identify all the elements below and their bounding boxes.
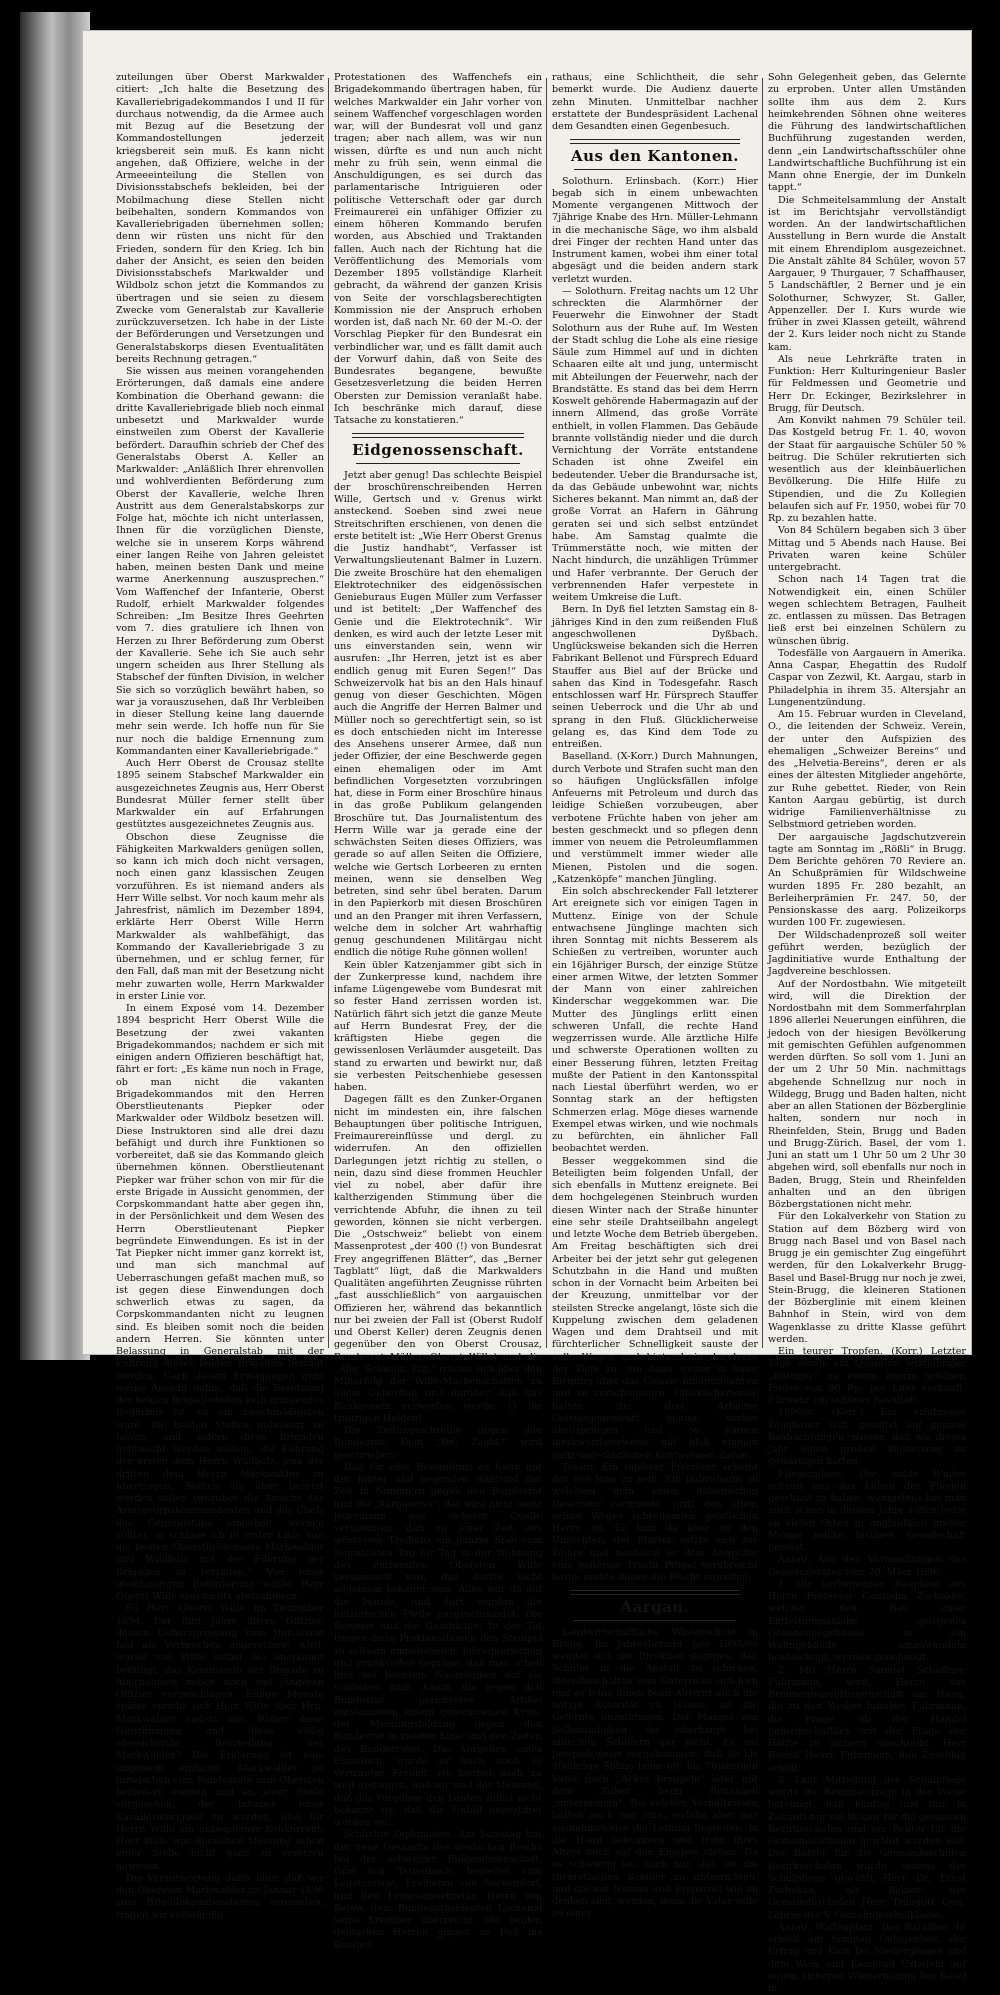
paragraph: Fliegenplage. Der milde Winter scheint uns das Leben der Fliegen geschont zu haben; wenigstens hat man auch schon in diesem Jahre selten jeder an vielen Orten in unglaublich großer Menge solche lästigen Gesellschaft gezeigt. bbox=[768, 1468, 966, 1553]
section-heading-aargau: Aargau. bbox=[620, 1598, 690, 1617]
paragraph: rathaus, eine Schlichtheit, die sehr bemerkt wurde. Die Audienz dauerte zehn Minuten. Unmittelbar nachher erstattete der Bundespräsident Lachenal dem Gesandten einen Gegenbesuch. bbox=[552, 72, 758, 132]
paragraph: Solothurn. Erlinsbach. (Korr.) Hier begab sich in einem unbewachten Momente vergangenen Mittwoch der 7jährige Knabe des Hrn. Müller-Lehmann in die mechanische Säge, wo ihm alsbald drei Finger der rechten Hand unter das Instrument kamen, wobei ihm einer total abgesägt und die beiden andern stark verletzt wurden. bbox=[552, 175, 758, 285]
paragraph: 2. Mit Herrn Samuel Schaffner, Fuhrmann, wird, Herrn das Brunnenwasserliegenschaft am Hang, die zu den Weiher hinüber, Fuhrmann, die Frage, ob der Handel gemeinschaftlich mit der Frage der Hälfte zu sichern abschreibt. Herr Rudolf Hauri, Fuhrmann, den Zuschlag erteilt. bbox=[768, 1664, 966, 1774]
paragraph: 1. Die vorliegenden Baupläne des Herrn Professor Conradin Zschokke, welcher den Bau einer Entfettungsanlage gelegenes Oekonomiegebäude in ein Wohngebäude umzuwandeln beabsichtigt, werden genehmigt. bbox=[768, 1578, 966, 1664]
paragraph: Tessin. Ein tapferer Pfarrherr scheint der von Jone zu sein. Ein Individuum, in welchem man einen italienischen Deserteur vermutete, griff den allein seines Weges schreitenden geistlichen Herrn an. Er kam da aber an den Unrechten; der Pfarrer setzte sich zur Wehre und nachdem er dem Angreifer eine gehörige Tracht Prügel verabreicht hatte, mußte dieser die Flucht ergreifen. bbox=[552, 1461, 758, 1583]
paragraph: Besser weggekommen sind die Beteiligten beim folgenden Unfall, der sich ebenfalls in Muttenz ereignete. Bei dem hochgelegenen Steinbruch wurden diesen Winter nach der Straße hinunter eine sehr steile Drahtseilbahn angelegt und letzte Woche dem Betrieb übergeben. Am Freitag beschäftigten sich drei Arbeiter bei der jetzt sehr gut gelegenen Schutzbahn in die Hand und mußten schon in der Vornacht beim Arbeiten bei der Kreuzung, unmittelbar vor der steilsten Strecke angelangt, löste sich die Kuppelung zwischen dem geladenen Wagen und dem Drahtseil und mit fürchterlicher Schnelligkeit sauste der volle Wagen und hintendrein der leere der Tiefe zu, um dann weiter in einer Biegung über das Geleise hinauszufahren und zu zerschmettern. Glücklicherweise hatten die drei Arbeiter Geistesgegenwart genug, vorher abzuspringen und so kamen merkwürdigerweise mit bloß einigen ganz ungefährlichen Kontusionen davon. bbox=[552, 1155, 758, 1461]
paragraph: Sie wissen aus meinen vorangehenden Erörterungen, daß damals eine andere Kombination die Oberhand gewann: die dritte Kavalleriebrigade blieb noch einmal unbesetzt und Markwalder wurde einstweilen zum Oberst der Kavallerie befördert. Daraufhin schrieb der Chef des Generalstabs Oberst A. Keller an Markwalder: „Anläßlich Ihrer ehrenvollen und wohlverdienten Beförderung zum Oberst der Kavallerie, welche Ihren Austritt aus dem Generalstabskorps zur Folge hat, möchte ich nicht unterlassen, Ihnen für die vorzüglichen Dienste, welche sie in unserem Korps während einer langen Reihe von Jahren geleistet haben, meinen besten Dank und meine warme Anerkennung auszusprechen.“ Vom Waffenchef der Infanterie, Oberst Rudolf, erhielt Markwalder folgendes Schreiben: „Im Besitze Ihres Geehrten vom 7. dies gratuliere ich Ihnen von Herzen zu Ihrer Beförderung zum Oberst der Kavallerie. Sehe ich Sie auch sehr ungern scheiden aus Ihrer Stellung als Stabschef der fünften Division, in welcher Sie sich so vorzüglich bewährt haben, so war ja vorauszusehen, daß Ihr Verbleiben in dieser Stellung keine lang dauernde mehr sein werde. Ich hoffe nun für Sie nur noch die baldige Ernennung zum Kommandanten einer Kavalleriebrigade.“ bbox=[116, 366, 324, 757]
paragraph: Am 15. Februar wurden in Cleveland, O., die leitenden der Schweiz. Verein, der unter den Aufspizien des ehemaligen „Schweizer Bereins“ und des „Helvetia-Bereins“, deren er als eines der ältesten Mitglieder angehörte, zur Ruhe gebettet. Rieder, von Rein Kanton Aargau gebürtig, ist durch widrige Familienverhältnisse zu Selbstmord getrieben worden. bbox=[768, 709, 966, 831]
paragraph: Die Schmeitelsammlung der Anstalt ist im Berichtsjahr vervollständigt worden. An der landwirtschaftlichen Ausstellung in Bern wurde die Anstalt mit einem Ehrendiplom ausgezeichnet. Die Anstalt zählte 84 Schüler, wovon 57 Aargauer, 9 Thurgauer, 7 Schaffhauser, 5 Landschäftler, 2 Berner und je ein Solothurner, Schwyzer, St. Galler, Appenzeller. Der I. Kurs wurde wie früher in zwei Klassen geteilt, während der 2. Kurs leider noch nicht zu Stande kam. bbox=[768, 194, 966, 353]
section-heading-kantonen: Aus den Kantonen. bbox=[570, 147, 740, 166]
paragraph: 1896er. (Korr.) Ein erfahrener Weinbauer will, gestützt auf genaue Beobachtungen, wissen, daß wir dieses Jahr einen großen Weinertrag zu gewärtigen hätten. bbox=[768, 1407, 966, 1468]
column-2 bbox=[334, 72, 542, 1951]
paragraph: — Solothurn. Freitag nachts um 12 Uhr schreckten die Alarmhörner der Feuerwehr die Einwohner der Stadt Solothurn aus der Ruhe auf. Im Westen der Stadt schlug die Lohe als eine riesige Säule zum Himmel auf und in dichten Schaaren eilte alt und jung, untermischt mit Abteilungen der Feuerwehr, nach der Brandstätte. Es stand das bei dem Herrn Koswelt gehörende Habermagazin auf der innern Allmend, das große Vorräte enthielt, in vollen Flammen. Das Gebäude brannte vollständig nieder und die durch Vernichtung der Vorräte entstandene Schaden ist ohne Zweifel ein bedeutender. Ueber die Brandursache ist, da das Gebäude unbewohnt war, nichts Sicheres bekannt. Man nimmt an, daß der große Vorrat an Hafern in Gährung geraten sei und sich selbst entzündet habe. Am Samstag qualmte die Trümmerstätte noch, wie mitten der Nacht hindurch, die unzähligen Trümmer und Hafer verbrannte. Der Geruch der verbrennenden Hafer verpestete in weitem Umkreise die Luft. bbox=[552, 285, 758, 603]
paragraph: Die Verantwortung dafür aber, daß wir den Obersten Markwalder im Januar 1896 zum Brigadekommandanten ernannten, tragen wir vollständig. bbox=[116, 1872, 324, 1921]
column-rule bbox=[328, 78, 329, 1348]
paragraph: Für den Lokalverkehr von Station zu Station auf dem Bözberg wird von Brugg nach Basel und von Basel nach Brugg je ein gemischter Zug eingeführt werden, für den Lokalverkehr Brugg-Basel und Basel-Brugg nur noch je zwei, Stein-Brugg, die kleineren Stationen der Bözberglinie mit einem kleinen Bahnhof in Stein, wird von dem Wagenklasse zu dritte Klasse geführt werden. bbox=[768, 1211, 966, 1345]
paragraph: Daß für eine Bewandtnis es hatte mit der hinter und liegenden während der Zeit in Nummern gegen den Bundesrat und die „Aargauerei“, das wird nicht mehr jedermann aus sicherer Quelle vernommen, daß zu jener Zeit des wüstesten Treibens ein ganzer Stab vom Journalisten Tag für Tag in der Wohnung des entrannten Obersten Wille versammelt war, das dürfte nicht allgemein bekannt sein. Alles war da auf die Feinde, und dort wurden die hetzerischen Pfeile ausgeschmiedet. Die Beweise und die Geschichte. In der Tat trugen diese Proklamationen den Stempel so seltsam umnebelnden, lobrednerischen und prunkvollen Gepräge, daß man schon hier bei leichtem Nachdenken auf sie schließen muß. Kaum, die gegen den Bundesrat gerichteten Artikel entstammten einem gemeinsamen Kreis, der Meinungsbildung gegen den Bundesrat in zweiter Linie und den Zeiten des Bundesrates. Das Vorgehen eines Einzelnen, wurde er auch noch so vertrauter Freund, ist hierbei doch zu weit gegangen, und wir sind der Meinung, daß das Vorgehen den Leuten selbst nicht bekannt ist, daß die Unbill angestiftet worden sei. bbox=[334, 1461, 542, 1828]
paragraph: Am Konvikt nahmen 79 Schüler teil. Das Kostgeld betrug Fr. 1. 40, wovon der Staat für aargauische Schüler 50 % beitrug. Die Schüler rekrutierten sich wesentlich aus der kleinbäuerlichen Bevölkerung. Die Hilfe Hilfe zu Stipendien, und die Zu Kollegien belaufen sich auf Fr. 1950, wobei für 70 Rp. zu bezahlen hatte. bbox=[768, 415, 966, 524]
paragraph: Todesfälle von Aargauern in Amerika. Anna Caspar, Ehegattin des Rudolf Caspar von Zezwil, Kt. Aargau, starb in Philadelphia in ihrem 35. Altersjahr an Lungenentzündung. bbox=[768, 647, 966, 708]
paragraph: Landwirtschaftliche Winterschule in Brugg. Im Jahresbericht pro 1895/96 wendet sich die Direktion dagegen, daß Schüler in die Anstalt zu schicken, dieselben halten vom Unterricht sich fern und es fehle ihnen beim Austritt auch die nötige Autorität zu Hause, an die Gelernte anzubringen. Der Mangel von Selbständigkeit sei überhaupt bei manchen Schülern gar nicht. Es sei beispielsweise vorgekommen, daß 30 bis 40jährige Söhne beim 60- bis 70jährigen Vater noch „Acker bryggeln“ oder mit dem Zuber beim Ronnsäen „unterordnen“. Bei solchen Verhältnissen hätten auch nur jene, welche aber nur ausnahmsweise die Leitung begreifen, in die Hand bekommen und trotz ihres Alters noch auf den Eigenen stehen. Da es schwierig ist, auch nur, daß sie die theoretischen Schüler zu unterrichten, und die mit Nutzen und Ersparnis wie zu denken sind, werden, denn die Vater solle zu einer bbox=[552, 1626, 758, 1920]
paragraph: Ein solch abschreckender Fall letzterer Art ereignete sich vor einigen Tagen in Muttenz. Einige von der Schule entwachsene Jünglinge machten sich ihren Sonntag mit nichts Besserem als Schießen zu vertreiben, worunter auch ein 16jähriger Bursch, der einzige Stütze einer armen Witwe, der letzten Sommer der Mann von einer zahlreichen Kinderschar weggekommen war. Die Mutter des Jünglings erlitt einen schweren Unfall, die rechte Hand wegzerrissen wurde. Alle ärztliche Hilfe und schwerste Operationen wollten zu einer Besserung führen, letzten Freitag mußte der Patient in den Kantonsspital nach Liestal überführt werden, wo er Sonntag stark an der heftigsten Schmerzen erlag. Möge dieses warnende Exempel etwas wirken, und wie nochmals zu befürchten, ein ähnlicher Fall beobachtet werden. bbox=[552, 886, 758, 1155]
section-divider bbox=[352, 433, 524, 438]
column-3 bbox=[552, 72, 758, 1920]
book-page-edges bbox=[20, 12, 90, 1360]
paragraph: Auf der Nordostbahn. Wie mitgeteilt wird, will die Direktion der Nordostbahn mit dem Sommerfahrplan 1896 allerlei Neuerungen einführen, die jedoch von der hiesigen Bevölkerung mit gemischten Gefühlen aufgenommen werden dürften. So soll vom 1. Juni an der um 2 Uhr 50 Min. nachmittags abgehende Schnellzug nur noch in Wildegg, Brugg und Baden halten, nicht aber an allen Stationen der Bözberglinie halten, sondern nur noch in Rheinfelden, Stein, Brugg und Baden und Brugg-Zürich. Basel, der vom 1. Juni an statt um 1 Uhr 50 um 2 Uhr 30 abgehen wird, soll ebenfalls nur noch in Baden, Brugg, Stein und Rheinfelden anhalten und an den übrigen Bözbergstationen nicht mehr. bbox=[768, 978, 966, 1210]
paragraph: Aarau. Waffenplatz. Das Bataillon 46 erhielt am Sonntag Gelegenheit, der Erfrag und Kurs bei Niedergösgen und dem Wein und Kamerad Urbefehl auf einem sicheren Wiederholung bei Basel in bbox=[768, 1921, 966, 1994]
column-rule bbox=[546, 78, 547, 1348]
paragraph: Auch Herr Oberst de Crousaz stellte 1895 seinem Stabschef Markwalder ein ausgezeichnetes Zeugnis aus, Herr Oberst Bundesrat Müller ferner stellt über Markwalder ein auf Erfahrungen gestütztes ausgezeichnetes Zeugnis aus. bbox=[116, 758, 324, 831]
newspaper-page bbox=[82, 30, 972, 1994]
column-4 bbox=[768, 72, 966, 1994]
section-divider bbox=[356, 463, 520, 464]
paragraph: Protestationen des Waffenchefs ein Brigadekommando übertragen haben, für welches Markwalder ein Jahr vorher von seinem Waffenchef vorgeschlagen worden war, will der Bundesrat voll und ganz tragen; aber nach allem, was wir nun wissen, dürfte es und nun auch nicht mehr zu früh sein, wenn einmal die Anschuldigungen, es sei durch das parlamentarische Intriguieren oder politische Vetterschaft oder gar durch Freimaurerei ein unfähiger Offizier zu einem höheren Kommando berufen worden, aus Abschied und Traktanden fallen. Auch nach der Richtung hat die Veröffentlichung des Memorials vom Dezember 1895 vollständige Klarheit gebracht, da während der ganzen Krisis von Seite der vorschlagsberechtigten Kommission nie der Anspruch erhoben worden ist, daß nach Nr. 60 der M.-O. der Vorschlag Piepker für den Bundesrat ein verbindlicher war, und es fällt damit auch der Vorwurf dahin, daß von Seite des Bundesrates begangene, bewußte Gesetzesverletzung die beiden Herren Obersten zur Demission veranlaßt habe. Ich beschränke mich darauf, diese Tatsache zu konstatieren.“ bbox=[334, 72, 542, 426]
column-1 bbox=[116, 72, 324, 1921]
section-divider bbox=[574, 169, 736, 170]
paragraph: Sohn Gelegenheit geben, das Gelernte zu erproben. Unter allen Umständen sollte ihm aus dem 2. Kurs heimkehrenden Söhnen ohne weiteres die Führung des landwirtschaftlichen Buchführung zugestanden werden, denn „ein Landwirtschaftsschüler ohne Landwirtschaftliche Buchführung ist ein Mann ohne Energie, der im Dunkeln tappt.“ bbox=[768, 72, 966, 194]
paragraph: Baselland. (X-Korr.) Durch Mahnungen, durch Verbote und Strafen sucht man den so häufigen Unglücksfällen infolge Anfeuerns mit Petroleum und durch das leidige Schießen vorzubeugen, aber verbotene Früchte haben von jeher am besten geschmeckt und so pflegen denn immer von neuem die Petroleumflammen und verstümmelt immer wieder alle Mienen, Pistolen und die sogen. „Katzenköpfe“ manchen Jüngling. bbox=[552, 751, 758, 885]
paragraph: Der Wildschadenprozeß soll weiter geführt werden, bezüglich der Jagdinitiative wurde Enthaltung der Jagdvereine beschlossen. bbox=[768, 929, 966, 978]
paragraph: In einem Exposé vom 14. Dezember 1894 bespricht Herr Oberst Wille die Besetzung der zwei vakanten Brigadekommandos; nachdem er sich mit einigen andern Offizieren beschäftigt hat, fährt er fort: „Es käme nun noch in Frage, ob man nicht die vakanten Brigadekommandos mit den Herren Oberstlieutenants Piepker oder Markwalder oder Wildbolz besetzen will. Diese Instruktoren sind alle drei dazu befähigt und durch ihre Funktionen so vorbereitet, daß sie das Kommando gleich übernehmen können. Oberstlieutenant Piepker war früher schon von mir für die erste Brigade in Aussicht genommen, der Corpskommandant hatte aber gegen ihn, in der Persönlichkeit und dem Wesen des Herrn Oberstlieutenant Piepker begründete Einwendungen. Es ist in der Tat Piepker nicht immer ganz korrekt ist, und man sich manchmal auf Ueberraschungen gefaßt machen muß, so ist gegen diese Einwendungen doch schwerlich etwas zu sagen, da Corpskommandanten nicht zu leugnen sind. Es bleiben somit noch die beiden andern Herren. Sie könnten unter Belassung in Generalstab mit der Führung dieser beiden Brigaden betraut werden. Nach diesen Erwägungen geht meine Ansicht dahin, daß die Besetzung der beiden Brigadestellen kein dringendes Bedürfnis ist, es am zweckmäßigsten wäre, die beiden Stellen unbesetzt zu lassen, und, sofern diese Brigaden gebraucht werden sollten, die Führung der ersten dem Herrn Wildbolz, jene der dritten dem Herrn Markwalder zu übertragen. Sollten sie aber besetzt werden sollen (worüber die Ansicht des Armeecorpskommandanten und des Chefs des Generalstabs eingeholt werden sollte), so schlage ich in erster Linie vor, die beiden Oberstlieutenants Markwalder und Wildbolz mit der Führung der Brigaden zu betrauen.“ Von einer gleichzeitigen Beförderung wollte Herr Oberst Wille also nichts abstrahieren. bbox=[116, 1003, 324, 1602]
paragraph: Jetzt aber genug! Das schlechte Beispiel der broschürenschreibenden Herren Wille, Gertsch und v. Grenus wirkt ansteckend. Soeben sind zwei neue Streitschriften erschienen, von denen die erste betitelt ist: „Wie Herr Oberst Grenus die Justiz handhabt“, Verfasser ist Verwaltungslieutenant Balmer in Luzern. Die zweite Broschüre hat den ehemaligen Elektrotechniker des eidgenössischen Genieburaus Eugen Müller zum Verfasser und ist betitelt: „Der Waffenchef des Genie und die Elektrotechnik“. Wir denken, es wird auch der letzte Leser mit uns einverstanden sein, wenn wir ausrufen: „Ihr Herren, jetzt ist es aber endlich genug mit Euren Segen!“ Das Schweizervolk hat bis an den Hals hinauf genug von dieser Geschichten. Mögen auch die Angriffe der Herren Balmer und Müller noch so gerechtfertigt sein, so ist es doch entschieden nicht im Interesse des Ansehens unserer Armee, daß nun jeder Offizier, der eine Beschwerde gegen einen ehemaligen oder im Amt befindlichen Vorgesetzten vorzubringen hat, diese in Form einer Broschüre hinaus in das große Publikum gelangenden Broschüre tut. Das Journalistentum des Herrn Wille war ja gerade eine der schwächsten Seiten dieses Offiziers, was gerade so auf allen Seiten die Offiziere, welche wie Gertsch Lorbeeren zu ernten meinen, wenn sie denselben Weg betreten, sind sehr übel beraten. Darum in den Papierkorb mit diesen Broschüren und an den Pranger mit ihren Verfassern, welche dem in solcher Art wahrhaftig genug geschundenen Militärgau nicht endlich die nötige Ruhe gönnen wollen! bbox=[334, 469, 542, 959]
section-divider bbox=[570, 1590, 740, 1595]
paragraph: Bern. In Dyß fiel letzten Samstag ein 8-jähriges Kind in den zum reißenden Fluß angeschwollenen Dyßbach. Unglücksweise bekanden sich die Herren Fabrikant Bellenot und Fürsprech Eduard Stauffer aus Biel auf der Brücke und sahen das Kind in Todesgefahr. Rasch entschlossen warf Hr. Fürsprech Stauffer seinen Ueberrock und die Uhr ab und sprang in den Fluß. Glücklicherweise gelang es, das Kind dem Tode zu entreißen. bbox=[552, 604, 758, 750]
paragraph: Ein teurer Tropfen. (Korr.) Letzter Tage wurde ein Quantum letztjähriger „Rüttiger“ zu einem enorm schönen Preise von 90 Rp. per Liter verkauft. Fürwahr ein schönes Resultat! bbox=[768, 1346, 966, 1406]
section-divider bbox=[574, 1620, 736, 1621]
paragraph: Als neue Lehrkräfte traten in Funktion: Herr Kulturingenieur Basler für Feldmessen und Geometrie und Herr Dr. Eckinger, Bezirkslehrer in Brugg, für Deutsch. bbox=[768, 353, 966, 414]
paragraph: Schon nach 14 Tagen trat die Notwendigkeit ein, einen Schüler wegen schlechtem Betragen, Faulheit zc. entlassen zu müssen. Das Betragen ließ erst bei einzelnen Schülern zu wünschen übrig. bbox=[768, 574, 966, 647]
paragraph: 3. Laut Mitteilung der Schulpflege wurde die Rektoratsfrage in der Weise bereinigt, daß künftig und nur in Zukunft nur ein Rektor für die gesamten Bezirksschulen und ein Rektor für die Gemeindeschulen gewählt werden soll. Der Rektor für die Gemeindeschulen Bezirksschulen wurde seitens der Schulpflege gewählt Herr Dr. Ernst Zschokke, als Rektor der Gemeindeschulen Herr Traugott Gysi, Lehrer der V. Gemeindeschulklasse. bbox=[768, 1774, 966, 1921]
column-rule bbox=[762, 78, 763, 1348]
paragraph: Von 84 Schülern begaben sich 3 über Mittag und 5 Abends nach Hause. Bei Privaten waren keine Schüler untergebracht. bbox=[768, 525, 966, 573]
section-divider bbox=[570, 139, 740, 144]
paragraph: Obschon diese Zeugnisse die Fähigkeiten Markwalders genügen sollen, so kann ich mich doch nicht versagen, noch einen ganz klassischen Zeugen vorzuführen. Es ist niemand anders als Herr Wille selbst. Vor noch kaum mehr als Jahresfrist, nämlich im Dezember 1894, erklärte Herr Oberst Wille Herrn Markwalder als wahlbefähigt, das Kommando der Kavalleriebrigade 3 zu übernehmen, und er schlug ferner, für den Fall, daß man mit der Besetzung nicht mehr zuwarten wolle, Herrn Markwalder in erster Linie vor. bbox=[116, 831, 324, 1002]
paragraph: Kein übler Katzenjammer gibt sich in der Zunkerpresse kund, nachdem ihre infame Lügengewebe vom Bundesrat mit so fester Hand zerrissen worden ist. Natürlich fährt sich jetzt die ganze Meute auf Herrn Bundesrat Frey, der die kräftigsten Hiebe gegen die gewissenlosen Verläumder ausgeteilt. Das stand zu erwarten und bewirkt nur, daß sie verbesten Peitschenhiebe gesessen haben. bbox=[334, 959, 542, 1093]
paragraph: Dagegen fällt es den Zunker-Organen nicht im mindesten ein, ihre falschen Behauptungen über politische Intriguen, Freimaurereinflüsse und dergl. zu widerrufen. An den offiziellen Darlegungen jetzt richtig zu stellen, o nein, dazu sind diese frommen Heuchler viel zu nobel, aber dafür ihre kaltherzigenden Stimmung über die verrichtende Abfuhr, die ihnen zu teil geworden, können sie nicht verbergen. Die „Ostschweiz“ beliebt von einem Massenprotest „der 400 (!) von Bundesrat Frey angegriffenen Blätter“, das „Berner Tagblatt“ lügt, daß die Markwalders Qualitäten angeführten Zeugnisse rührten „fast ausschließlich“ von aargauischen Offizieren her, während das bekanntlich nur bei zweien der Fall ist (Oberst Rudolf und Oberst Keller) deren Zeugnis denen gegenüber den von Oberst Crousaz, Bundesrat Müller, Oberst Wille) und die „Allg. Schweiz. Ztg.“ tröstet sich über den Mißerfolg der Wille-Machenschaften zu allem Ueberfluß und darüber, daß das Bankgesetz verworfen werde. O ihr traurigen Helden! bbox=[334, 1094, 542, 1424]
paragraph: Aarau. Aus den Verhandlungen des Gemeinderates vom 20. März 1896. bbox=[768, 1554, 966, 1578]
section-heading-eidgenossenschaft: Eidgenossenschaft. bbox=[352, 441, 524, 460]
paragraph: Die Zeitungsschreibe gegen den Bundesrat. Dem „Bd. Zagbl.“ wird geschrieben: bbox=[334, 1425, 542, 1461]
paragraph: Der aargauische Jagdschutzverein tagte am Sonntag im „Rößli“ in Brugg. Dem Berichte gehören 70 Reviere an. An Schußprämien für Wildschweine wurden 1895 Fr. 280 bezahlt, an Berleiherprämien Fr. 247. 50, der Pensionskasse des aarg. Polizeikorps wurden 100 Fr. zugewiesen. bbox=[768, 831, 966, 929]
paragraph: So Herr Oberst Wille im Dezember 1894. Der fünf Jahre ältere Offizier, dessen Ueberspringung vom Bundesrat fast als Verbrechen angerechnet wird, wurde von Wille selber als anerkannt befähigt, das Kommando der Brigade zu übernehmen neben noch viel jüngeren Offizier vorgeschlagen. Einige Monate später spricht sich Herr Wille über Hrn. Markwalder anders aus. Woher diese Umstimmung und diese völlig abweichende Beurteilung des Markwalder? Die Erklärung ist eine ungemein einfache. Markwalder ist inzwischen vom Bundesrate zum Obersten befördert worden und an jener Stelle vorgesehen, der Inhaber einer Kavalleriebrigade zu werden, also für Herrn Wille ein unbequemer Konkurrent, Herr Wille war derselben Meinung schon einer Stelle nicht ganz zu ersetzen gewesen. bbox=[116, 1603, 324, 1872]
paragraph: Schlichte Diplomaten. Am Samstag hat der neue Gesandte des deutschen Reichs bei der schweizer Eidgenossenschaft, Graf von Tattenbach, begleitet vom Legationsrat, Freiherrn von Seckendorf, und den Legationssekretär, Herrn von Below, dem Bundespräsidenten Lachenal seine Kreditive überreicht. Die beiden deutschen Herren gingen zu Fuß ins Bundes- bbox=[334, 1829, 542, 1951]
paragraph: zuteilungen über Oberst Markwalder citiert: „Ich halte die Besetzung des Kavalleriebrigadekommandos I und II für durchaus notwendig, da die Armee auch mit Bezug auf die Besetzung der Kommandostellungen jederzeit kriegsbereit sein muß. Es kann nicht angehen, daß Offiziere, welche in der Armeeeinteilung die Stellen von Divisionsstabschefs bekleiden, bei der Mobilmachung diese Stellen nicht beibehalten, sondern Kommandos von Kavalleriebrigaden übernehmen sollen; denn wir rüsten uns nicht für den Frieden, sondern für den Krieg. Ich bin daher der Ansicht, es seien den beiden Divisionsstabschefs Markwalder und Wildbolz schon jetzt die Kommandos zu übertragen und sie seien zu diesem Zwecke vom Generalstab zur Kavallerie zurückzuversetzen. Ich habe in der Liste der Beförderungen und Versetzungen und Generalstabskorps diesen Eventualitäten bereits Rechnung getragen.“ bbox=[116, 72, 324, 365]
